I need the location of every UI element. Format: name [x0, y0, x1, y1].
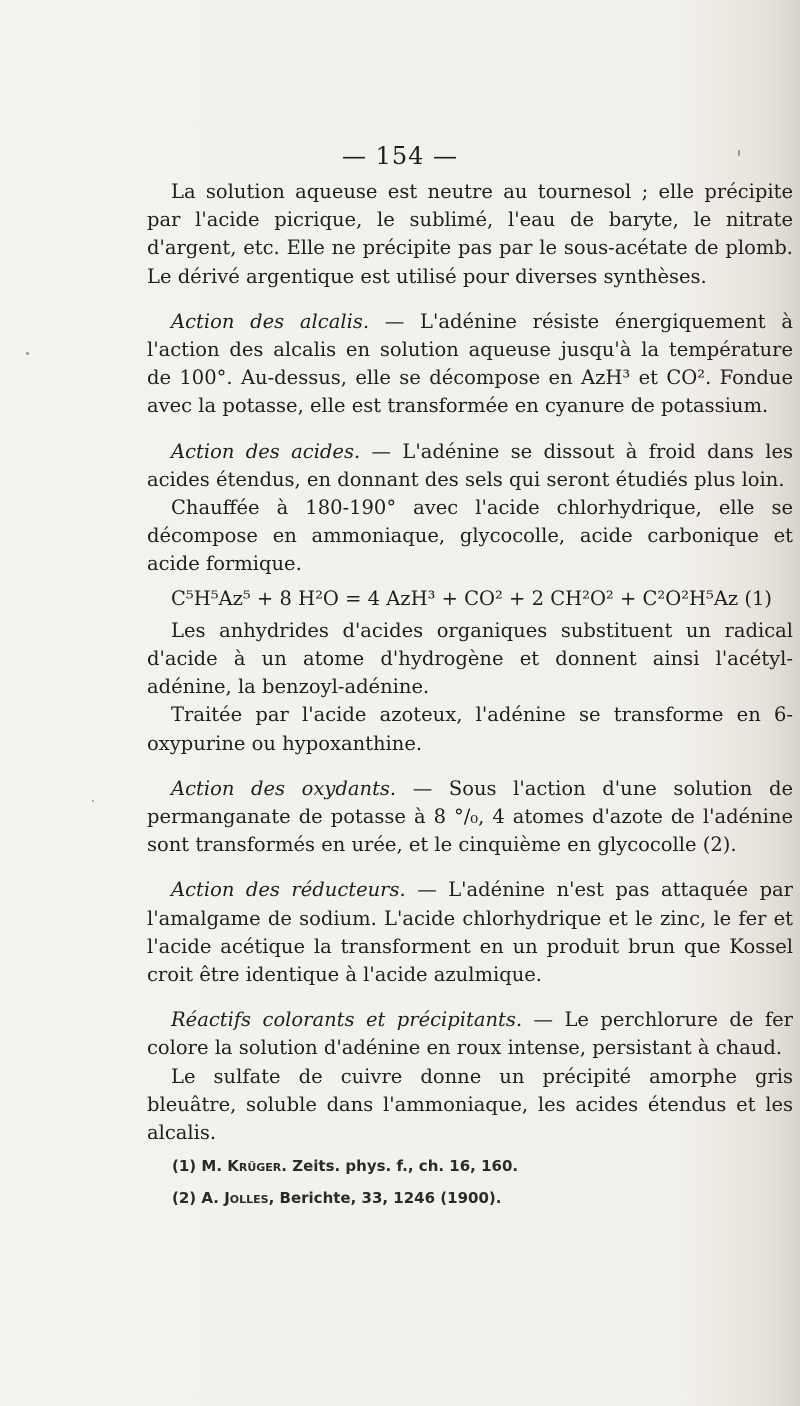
paragraph-reactifs [147, 1006, 793, 1062]
paragraph-traitee [147, 701, 793, 757]
paragraph-acides [147, 438, 793, 494]
paragraph-sulfate [147, 1063, 793, 1148]
paragraph-text: — Sous l'action d'une solution de permanganate de potasse à 8 °/₀, 4 atomes d'azote de l'adénine sont transformés en urée, et le cinquième en glycocolle (2). [147, 776, 794, 857]
paragraph-text: Le sulfate de cuivre donne un précipité amorphe gris bleuâtre, soluble dans l'ammoniaque, les acides étendus et les alcalis. [147, 1064, 793, 1145]
paragraph-anhydrides [147, 617, 793, 702]
footnote-number: (1) [172, 1157, 197, 1175]
paragraph-alcalis [147, 308, 793, 421]
paper-speck [92, 800, 94, 802]
paragraph-text: — L'adénine résiste énergiquement à l'action des alcalis en solution aqueuse jusqu'à la température de 100°. Au-dessus, elle se décompose en AzH³ et CO². Fondue avec la potasse, elle est transformée en cyanure de potassium. [147, 309, 794, 418]
paragraph-text: Les anhydrides d'acides organiques substituent un radical d'acide à un atome d'hydrogène et donnent ainsi l'acétyl-adénine, la benzoyl-adénine. [147, 618, 793, 699]
footnote-reference: Berichte, 33, 1246 (1900). [279, 1189, 502, 1207]
chemical-equation: C⁵H⁵Az⁵ + 8 H²O = 4 AzH³ + CO² + 2 CH²O² + C²O²H⁵Az (1) [171, 586, 773, 610]
paper-speck [26, 352, 29, 355]
paragraph-text: — L'adénine n'est pas attaquée par l'amalgame de sodium. L'acide chlorhydrique et le zinc, le fer et l'acide acétique la transforment en un produit brun que Kossel croit être identique à l'acide azulmique. [147, 878, 794, 987]
footnote-number: (2) [172, 1189, 197, 1207]
paragraph-text: — Le perchlorure de fer colore la solution d'adénine en roux intense, persistant à chaud. [147, 1008, 793, 1060]
section-heading-reactifs: Réactifs colorants et précipitants. [171, 1008, 523, 1032]
paragraph-reducteurs [147, 876, 793, 989]
paragraph-solution [147, 178, 793, 291]
page-number: — 154 — [341, 142, 459, 170]
paragraph-text: Chauffée à 180-190° avec l'acide chlorhydrique, elle se décompose en ammoniaque, glycocolle, acide carbonique et acide formique. [147, 496, 793, 576]
paragraph-text: Traitée par l'acide azoteux, l'adénine se transforme en 6-oxypurine ou hypoxanthine. [147, 703, 793, 755]
footnote-reference: Zeits. phys. f., ch. 16, 160. [292, 1157, 519, 1175]
paragraph-chauffee [147, 494, 793, 579]
section-heading-acides: Action des acides. [171, 439, 361, 463]
footnote-author: M. Krüger. [201, 1157, 287, 1175]
footnote-author: A. Jolles, [201, 1189, 275, 1207]
footnotes [172, 1150, 772, 1214]
paragraph-text: La solution aqueuse est neutre au tournesol ; elle précipite par l'acide picrique, le sublimé, l'eau de baryte, le nitrate d'argent, etc. Elle ne précipite pas par le sous-acétate de plomb. Le dérivé argentique est utilisé pour diverses synthèses. [147, 180, 793, 288]
footnote-1 [172, 1150, 772, 1182]
body-text [147, 178, 793, 1147]
section-heading-reducteurs: Action des réducteurs. [171, 878, 406, 902]
section-heading-alcalis: Action des alcalis. [171, 309, 370, 333]
footnote-2 [172, 1182, 772, 1214]
paragraph-oxydants [147, 775, 793, 860]
paper-speck [738, 150, 740, 156]
section-heading-oxydants: Action des oxydants. [171, 776, 397, 800]
paragraph-text: — L'adénine se dissout à froid dans les acides étendus, en donnant des sels qui seront étudiés plus loin. [147, 439, 793, 491]
